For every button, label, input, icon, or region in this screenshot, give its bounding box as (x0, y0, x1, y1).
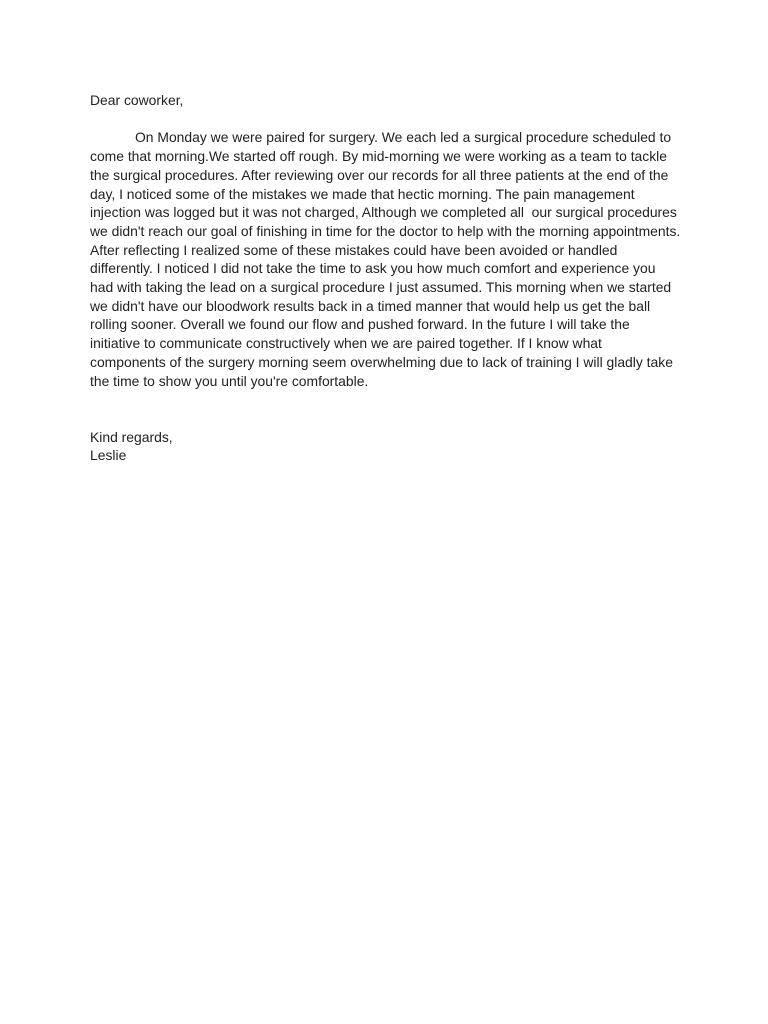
body-line: the time to show you until you're comfortable. (90, 372, 369, 389)
body-line: On Monday we were paired for surgery. We each led a surgical procedure scheduled to (135, 129, 672, 146)
letter-body (90, 128, 680, 390)
body-line: initiative to communicate constructively when we are paired together. If I know what (90, 335, 602, 352)
body-line: differently. I noticed I did not take the time to ask you how much comfort and experience you (90, 260, 656, 277)
body-line: injection was logged but it was not charged, Although we completed all our surgical procedures (90, 204, 677, 221)
body-line: come that morning.We started off rough. By mid-morning we were working as a team to tackle (90, 148, 667, 165)
body-line: the surgical procedures. After reviewing over our records for all three patients at the end of the (90, 166, 669, 183)
body-line: rolling sooner. Overall we found our flow and pushed forward. In the future I will take the (90, 316, 630, 333)
letter-closing-block (90, 428, 680, 465)
body-line: After reflecting I realized some of these mistakes could have been avoided or handled (90, 241, 618, 258)
letter (90, 91, 680, 465)
letter-greeting: Dear coworker, (90, 92, 184, 108)
body-line: day, I noticed some of the mistakes we made that hectic morning. The pain management (90, 185, 635, 202)
letter-closing: Kind regards, (90, 428, 173, 445)
body-line: we didn't have our bloodwork results back in a timed manner that would help us get the ball (90, 297, 651, 314)
body-line: we didn't reach our goal of finishing in time for the doctor to help with the morning appointments. (90, 222, 681, 239)
letter-signature: Leslie (90, 447, 127, 464)
body-line: components of the surgery morning seem overwhelming due to lack of training I will gladly take (90, 353, 673, 370)
body-line: had with taking the lead on a surgical procedure I just assumed. This morning when we started (90, 279, 672, 296)
